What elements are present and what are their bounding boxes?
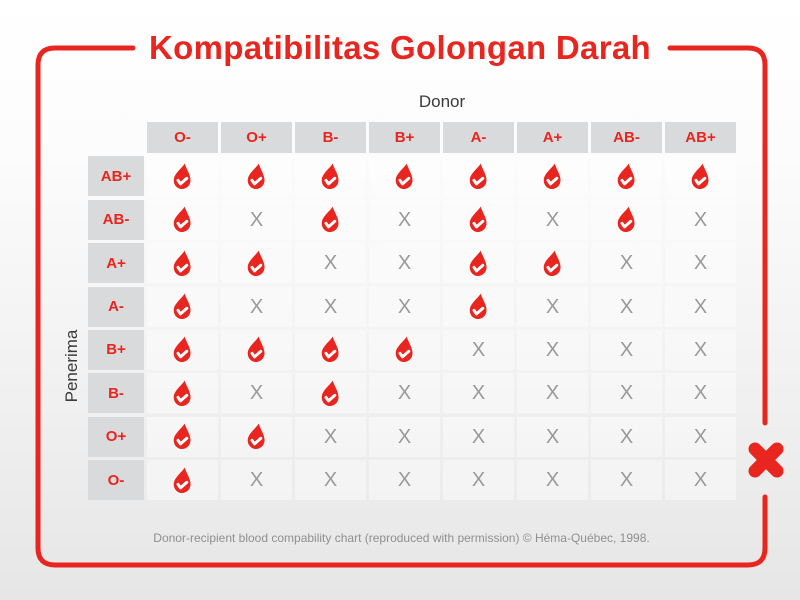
cell-AB--O- — [147, 200, 218, 240]
row-header-O-: O- — [88, 460, 144, 500]
recipient-axis-label: Penerima — [62, 329, 81, 403]
cell-O--O+ — [221, 460, 292, 500]
incompatible-x-mark: X — [545, 208, 560, 231]
cell-AB+-B+ — [369, 156, 440, 196]
cell-A+-B- — [295, 243, 366, 283]
cell-AB+-O+ — [221, 156, 292, 196]
incompatible-x-mark: X — [693, 295, 708, 318]
cell-A--B- — [295, 287, 366, 327]
cell-O+-AB- — [591, 417, 662, 457]
cell-O--AB- — [591, 460, 662, 500]
incompatible-x-mark: X — [323, 252, 338, 275]
cell-O+-A- — [443, 417, 514, 457]
cell-A--O+ — [221, 287, 292, 327]
incompatible-x-mark: X — [471, 338, 486, 361]
incompatible-x-mark: X — [619, 295, 634, 318]
blood-drop-check-icon — [169, 247, 196, 279]
incompatible-x-mark: X — [693, 252, 708, 275]
blood-drop-check-icon — [317, 377, 344, 409]
row-header-B+: B+ — [88, 330, 144, 370]
incompatible-x-mark: X — [545, 338, 560, 361]
incompatible-x-mark: X — [545, 382, 560, 405]
cell-B+-A- — [443, 330, 514, 370]
cell-O--AB+ — [665, 460, 736, 500]
cell-A--A+ — [517, 287, 588, 327]
incompatible-x-mark: X — [323, 425, 338, 448]
col-header-B-: B- — [295, 122, 366, 153]
page-title: Kompatibilitas Golongan Darah — [149, 29, 651, 66]
col-header-O-: O- — [147, 122, 218, 153]
cell-A+-B+ — [369, 243, 440, 283]
col-header-A-: A- — [443, 122, 514, 153]
cell-O--B- — [295, 460, 366, 500]
blood-drop-check-icon — [465, 247, 492, 279]
cell-B--A+ — [517, 373, 588, 413]
cell-O+-AB+ — [665, 417, 736, 457]
row-header-O+: O+ — [88, 417, 144, 457]
incompatible-x-mark: X — [471, 382, 486, 405]
cell-A--AB+ — [665, 287, 736, 327]
incompatible-x-mark: X — [249, 208, 264, 231]
incompatible-x-mark: X — [249, 295, 264, 318]
cell-AB--A- — [443, 200, 514, 240]
crossed-red-x-icon — [742, 436, 790, 484]
incompatible-x-mark: X — [619, 425, 634, 448]
blood-drop-check-icon — [613, 204, 640, 236]
cell-B--O+ — [221, 373, 292, 413]
cell-B+-AB- — [591, 330, 662, 370]
blood-drop-check-icon — [169, 377, 196, 409]
incompatible-x-mark: X — [545, 425, 560, 448]
blood-drop-check-icon — [317, 160, 344, 192]
blood-drop-check-icon — [391, 334, 418, 366]
cell-B--O- — [147, 373, 218, 413]
blood-drop-check-icon — [169, 204, 196, 236]
cell-A--O- — [147, 287, 218, 327]
cell-AB--A+ — [517, 200, 588, 240]
cell-B+-O+ — [221, 330, 292, 370]
incompatible-x-mark: X — [693, 469, 708, 492]
col-header-A+: A+ — [517, 122, 588, 153]
cell-B+-O- — [147, 330, 218, 370]
incompatible-x-mark: X — [397, 469, 412, 492]
row-header-AB-: AB- — [88, 200, 144, 240]
incompatible-x-mark: X — [471, 425, 486, 448]
cell-A+-O+ — [221, 243, 292, 283]
cell-A+-O- — [147, 243, 218, 283]
blood-drop-check-icon — [465, 204, 492, 236]
blood-drop-check-icon — [317, 334, 344, 366]
cell-AB+-AB+ — [665, 156, 736, 196]
incompatible-x-mark: X — [693, 208, 708, 231]
incompatible-x-mark: X — [619, 382, 634, 405]
cell-B+-B- — [295, 330, 366, 370]
incompatible-x-mark: X — [323, 295, 338, 318]
blood-drop-check-icon — [243, 421, 270, 453]
incompatible-x-mark: X — [619, 469, 634, 492]
cell-O+-A+ — [517, 417, 588, 457]
blood-drop-check-icon — [317, 204, 344, 236]
incompatible-x-mark: X — [323, 469, 338, 492]
cell-B--B+ — [369, 373, 440, 413]
incompatible-x-mark: X — [545, 295, 560, 318]
incompatible-x-mark: X — [397, 208, 412, 231]
row-header-AB+: AB+ — [88, 156, 144, 196]
blood-drop-check-icon — [539, 247, 566, 279]
corner-spacer — [88, 122, 144, 153]
blood-drop-check-icon — [243, 160, 270, 192]
incompatible-x-mark: X — [397, 295, 412, 318]
compatibility-grid — [88, 122, 736, 500]
cell-A+-A+ — [517, 243, 588, 283]
incompatible-x-mark: X — [397, 382, 412, 405]
cell-A--AB- — [591, 287, 662, 327]
blood-drop-check-icon — [687, 160, 714, 192]
blood-drop-check-icon — [391, 160, 418, 192]
cell-AB+-O- — [147, 156, 218, 196]
cell-B+-A+ — [517, 330, 588, 370]
blood-drop-check-icon — [169, 421, 196, 453]
cell-AB--AB- — [591, 200, 662, 240]
cell-B--AB+ — [665, 373, 736, 413]
incompatible-x-mark: X — [471, 469, 486, 492]
donor-axis-label: Donor — [418, 92, 466, 111]
cell-B--B- — [295, 373, 366, 413]
source-credit-text: Donor-recipient blood compability chart (reproduced with permission) © Héma-Québec, 1998. — [153, 531, 650, 545]
cell-AB+-A+ — [517, 156, 588, 196]
cell-O+-O+ — [221, 417, 292, 457]
incompatible-x-mark: X — [397, 252, 412, 275]
cell-AB+-A- — [443, 156, 514, 196]
incompatible-x-mark: X — [397, 425, 412, 448]
blood-drop-check-icon — [465, 291, 492, 323]
cell-O+-B+ — [369, 417, 440, 457]
cell-AB--O+ — [221, 200, 292, 240]
row-header-B-: B- — [88, 373, 144, 413]
cell-AB--B+ — [369, 200, 440, 240]
cell-AB+-AB- — [591, 156, 662, 196]
cell-A+-AB- — [591, 243, 662, 283]
incompatible-x-mark: X — [693, 382, 708, 405]
cell-B+-AB+ — [665, 330, 736, 370]
incompatible-x-mark: X — [693, 338, 708, 361]
cell-B--AB- — [591, 373, 662, 413]
blood-drop-check-icon — [169, 334, 196, 366]
incompatible-x-mark: X — [249, 382, 264, 405]
incompatible-x-mark: X — [693, 425, 708, 448]
blood-drop-check-icon — [169, 160, 196, 192]
blood-drop-check-icon — [243, 247, 270, 279]
col-header-AB+: AB+ — [665, 122, 736, 153]
cell-O+-O- — [147, 417, 218, 457]
cell-O+-B- — [295, 417, 366, 457]
cell-A+-AB+ — [665, 243, 736, 283]
cell-B--A- — [443, 373, 514, 413]
blood-drop-check-icon — [169, 464, 196, 496]
incompatible-x-mark: X — [619, 252, 634, 275]
cell-O--B+ — [369, 460, 440, 500]
cell-B+-B+ — [369, 330, 440, 370]
cell-A--A- — [443, 287, 514, 327]
row-header-A-: A- — [88, 287, 144, 327]
cell-O--A- — [443, 460, 514, 500]
cell-O--O- — [147, 460, 218, 500]
incompatible-x-mark: X — [545, 469, 560, 492]
blood-drop-check-icon — [243, 334, 270, 366]
incompatible-x-mark: X — [249, 469, 264, 492]
cell-A+-A- — [443, 243, 514, 283]
cell-O--A+ — [517, 460, 588, 500]
blood-drop-check-icon — [169, 291, 196, 323]
col-header-O+: O+ — [221, 122, 292, 153]
blood-drop-check-icon — [465, 160, 492, 192]
cell-AB--B- — [295, 200, 366, 240]
blood-drop-check-icon — [613, 160, 640, 192]
blood-drop-check-icon — [539, 160, 566, 192]
row-header-A+: A+ — [88, 243, 144, 283]
col-header-B+: B+ — [369, 122, 440, 153]
incompatible-x-mark: X — [619, 338, 634, 361]
cell-AB--AB+ — [665, 200, 736, 240]
cell-A--B+ — [369, 287, 440, 327]
cell-AB+-B- — [295, 156, 366, 196]
col-header-AB-: AB- — [591, 122, 662, 153]
